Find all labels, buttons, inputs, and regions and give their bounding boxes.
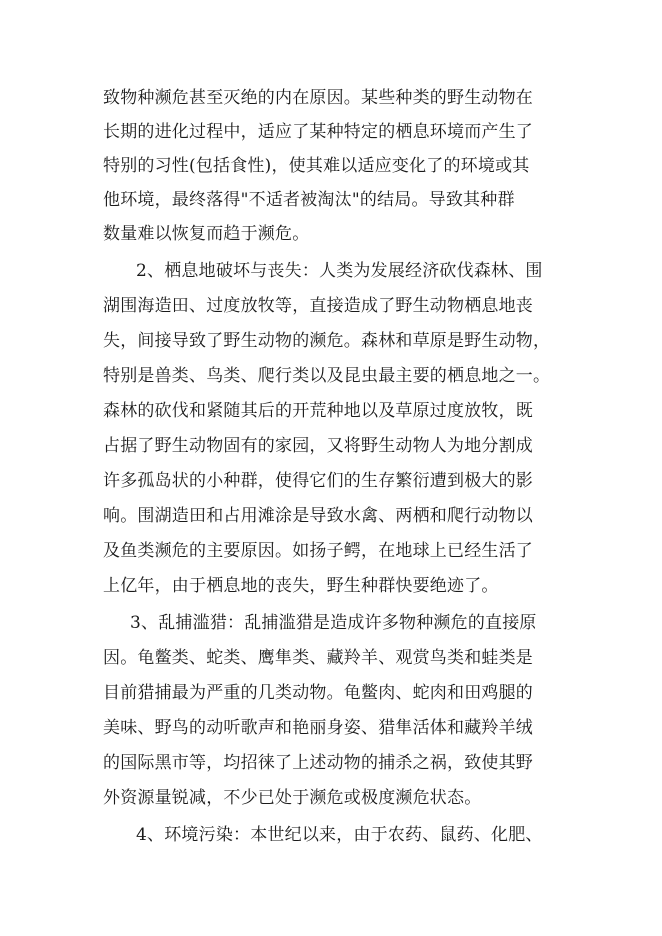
text-line: 美味、野鸟的动听歌声和艳丽身姿、猎隼活体和藏羚羊绒 [103, 718, 533, 738]
section-heading-pollution: 4、环境污染：本世纪以来，由于农药、鼠药、化肥、 [136, 825, 543, 845]
text-line: 因。龟鳖类、蛇类、鹰隼类、藏羚羊、观赏鸟类和蛙类是 [103, 648, 533, 668]
text-line: 数量难以恢复而趋于濒危。 [103, 224, 310, 244]
text-line: 特别是兽类、鸟类、爬行类以及昆虫最主要的栖息地之一。 [103, 366, 551, 386]
section-heading-hunting: 3、乱捕滥猎：乱捕滥猎是造成许多物种濒危的直接原 [130, 613, 537, 633]
text-line: 响。围湖造田和占用滩涂是导致水禽、两栖和爬行动物以 [103, 506, 533, 526]
text-line: 致物种濒危甚至灭绝的内在原因。某些种类的野生动物在 [103, 88, 533, 108]
text-line: 湖围海造田、过度放牧等，直接造成了野生动物栖息地丧 [103, 296, 533, 316]
text-line: 长期的进化过程中，适应了某种特定的栖息环境而产生了 [103, 122, 533, 142]
text-line: 目前猎捕最为严重的几类动物。龟鳖肉、蛇肉和田鸡腿的 [103, 683, 533, 703]
text-line: 占据了野生动物固有的家园，又将野生动物人为地分割成 [103, 436, 533, 456]
text-line: 的国际黑市等，均招徕了上述动物的捕杀之祸，致使其野 [103, 753, 533, 773]
text-line: 及鱼类濒危的主要原因。如扬子鳄，在地球上已经生活了 [103, 541, 533, 561]
text-line: 外资源量锐减，不少已处于濒危或极度濒危状态。 [103, 788, 482, 808]
text-line: 他环境，最终落得"不适者被淘汰"的结局。导致其种群 [103, 190, 515, 210]
text-line: 失，间接导致了野生动物的濒危。森林和草原是野生动物， [103, 331, 551, 351]
text-line: 特别的习性(包括食性)，使其难以适应变化了的环境或其 [103, 156, 530, 176]
text-line: 许多孤岛状的小种群，使得它们的生存繁衍遭到极大的影 [103, 471, 533, 491]
section-heading-habitat: 2、栖息地破坏与丧失：人类为发展经济砍伐森林、围 [136, 261, 543, 281]
text-line: 森林的砍伐和紧随其后的开荒种地以及草原过度放牧，既 [103, 401, 533, 421]
text-line: 上亿年，由于栖息地的丧失，野生种群快要绝迹了。 [103, 576, 499, 596]
